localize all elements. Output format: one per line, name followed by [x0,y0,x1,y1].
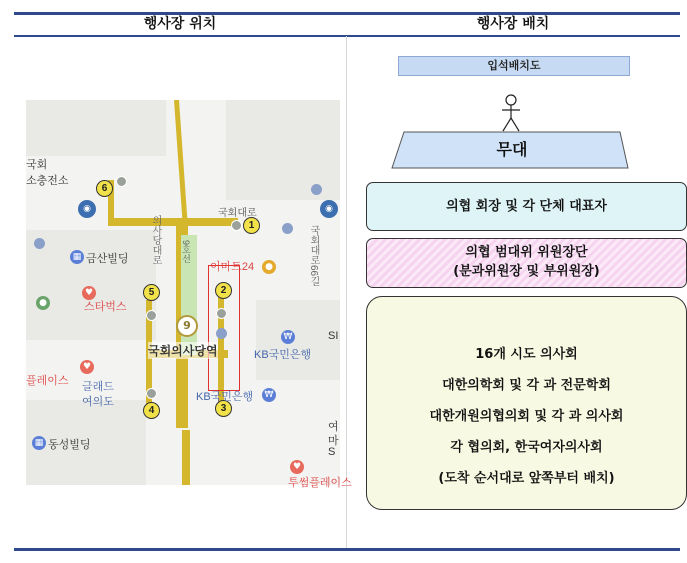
cctv-icon: ◉ [320,200,338,218]
members-line: 대한의학회 및 각 과 전문학회 [442,378,611,393]
cafe-icon: ♥ [290,460,304,474]
bank-icon: ₩ [281,330,295,344]
label-dongsung: 동성빌딩 [48,439,91,451]
building-icon: ▦ [70,250,84,264]
header-location: 행사장 위치 [143,16,217,32]
label-twosome: 투썸플레이스 [288,477,352,489]
bank-icon: ₩ [262,388,276,402]
label-national-assembly: 국회 [26,159,48,171]
label-glad: 글래드 [82,381,114,393]
label-sl: SI [328,330,339,342]
cafe-icon: ♥ [82,286,96,300]
members-line: 16개 시도 의사회 [475,347,578,362]
seating-row-members [366,296,687,510]
members-line: 각 협의회, 한국여자의사회 [450,440,603,455]
header-layout: 행사장 배치 [476,16,550,32]
line9-icon: 9 [176,315,198,337]
members-line: 대한개원의협의회 및 각 과 의사회 [429,409,624,424]
members-line: (도착 순서대로 앞쪽부터 배치) [438,471,615,486]
label-gukhoe-daero-66: 국회대로66길 [308,225,319,287]
label-kb-bank-1: KB국민은행 [254,349,312,361]
label-yeo: 여 [328,421,339,433]
label-s: S [328,446,336,458]
seating-row-committee [366,238,687,288]
building-icon: ▦ [32,436,46,450]
exit-2-badge: 2 [215,282,232,299]
label-gukhoe-daero: 국회대로 [218,208,257,219]
label-line9: 9호선 [181,240,191,264]
seating-row-representatives: 의협 회장 및 각 단체 대표자 [366,182,687,231]
exit-4-badge: 4 [143,402,160,419]
exit-1-badge: 1 [243,217,260,234]
exit-5-badge: 5 [143,284,160,301]
label-starbucks: 스타벅스 [84,301,127,313]
label-emart24: 이마트24 [210,261,255,273]
label-uisadang-daero: 의사당대로 [150,215,161,265]
label-yeouido: 여의도 [82,396,114,408]
label-ma: 마 [328,435,339,447]
label-geumsan: 금산빌딩 [86,253,129,265]
exit-3-badge: 3 [215,400,232,417]
entrance-label: 입석배치도 [398,56,630,76]
label-station: 국회의사당역 [148,344,218,358]
committee-line-2: (분과위원장 및 부위원장) [453,264,600,279]
label-charging: 소충전소 [26,175,69,187]
cctv-icon: ◉ [78,200,96,218]
place-icon: ● [36,296,50,310]
stage-label: 무대 [496,140,528,159]
committee-line-1: 의협 범대위 위원장단 [465,245,588,260]
label-kb-bank-2: KB국민은행 [196,391,254,403]
place-icon: ♥ [80,360,94,374]
store-icon: ● [262,260,276,274]
label-place: 플레이스 [26,375,69,387]
exit-6-badge: 6 [96,180,113,197]
person-icon [502,95,520,131]
